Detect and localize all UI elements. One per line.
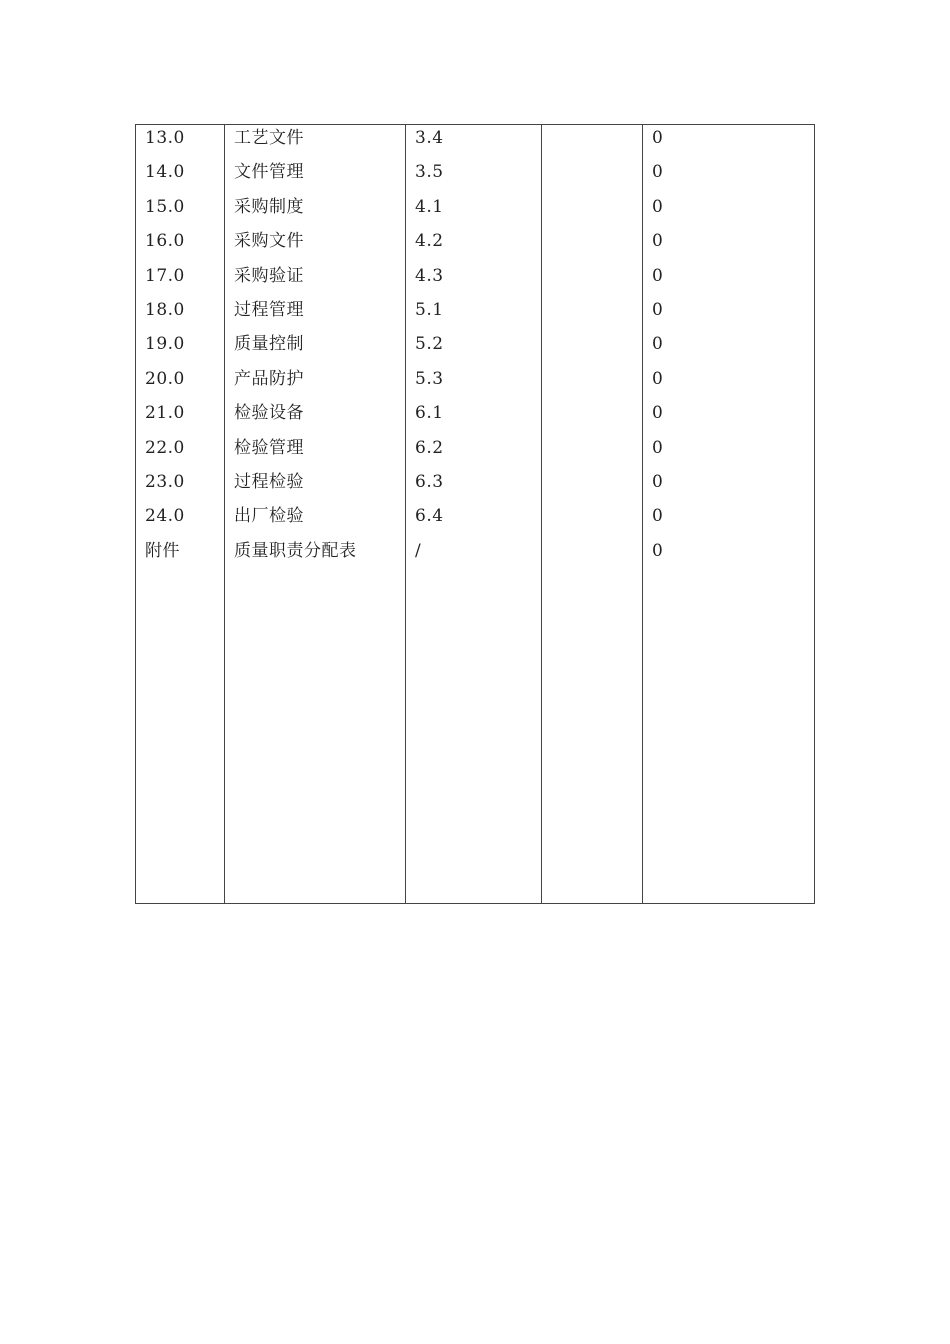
cell-title: 采购文件 (234, 231, 304, 252)
cell-revision: 0 (652, 506, 664, 527)
cell-number: 13.0 (145, 128, 185, 148)
cell-number: 24.0 (145, 506, 185, 527)
cell-clause: 6.2 (415, 437, 444, 458)
cell-title: 质量职责分配表 (234, 540, 357, 561)
cell-clause: 5.3 (415, 368, 444, 389)
cell-number: 19.0 (145, 334, 185, 355)
cell-revision: 0 (652, 231, 664, 252)
cell-clause: 6.4 (415, 506, 444, 527)
cell-title: 产品防护 (234, 368, 304, 389)
column-number (136, 125, 224, 903)
cell-revision: 0 (652, 265, 664, 286)
cell-revision: 0 (652, 472, 664, 492)
document-table (135, 124, 815, 904)
cell-number: 14.0 (145, 162, 185, 183)
cell-clause: 4.1 (415, 196, 444, 217)
cell-clause: 5.2 (415, 334, 444, 355)
cell-title: 检验设备 (234, 403, 304, 424)
column-revision (642, 125, 814, 903)
cell-clause: 3.5 (415, 162, 444, 183)
cell-number: 17.0 (145, 265, 185, 286)
cell-clause: 5.1 (415, 300, 444, 320)
cell-number: 18.0 (145, 300, 185, 320)
cell-number: 15.0 (145, 196, 185, 217)
cell-clause: 3.4 (415, 128, 444, 148)
cell-clause: / (415, 540, 422, 561)
cell-revision: 0 (652, 334, 664, 355)
cell-title: 检验管理 (234, 437, 304, 458)
cell-number: 附件 (145, 540, 180, 561)
cell-clause: 6.1 (415, 403, 444, 424)
cell-title: 过程管理 (234, 300, 304, 320)
cell-title: 过程检验 (234, 472, 304, 492)
cell-title: 出厂检验 (234, 506, 304, 527)
cell-clause: 4.3 (415, 265, 444, 286)
cell-number: 22.0 (145, 437, 185, 458)
cell-revision: 0 (652, 403, 664, 424)
cell-title: 采购制度 (234, 196, 304, 217)
cell-revision: 0 (652, 368, 664, 389)
cell-revision: 0 (652, 196, 664, 217)
cell-number: 16.0 (145, 231, 185, 252)
cell-number: 20.0 (145, 368, 185, 389)
cell-clause: 6.3 (415, 472, 444, 492)
cell-number: 23.0 (145, 472, 185, 492)
cell-clause: 4.2 (415, 231, 444, 252)
cell-revision: 0 (652, 540, 664, 561)
cell-number: 21.0 (145, 403, 185, 424)
column-clause (405, 125, 541, 903)
cell-revision: 0 (652, 300, 664, 320)
cell-revision: 0 (652, 162, 664, 183)
cell-revision: 0 (652, 128, 664, 148)
column-title (224, 125, 405, 903)
cell-title: 工艺文件 (234, 128, 304, 148)
cell-title: 质量控制 (234, 334, 304, 355)
cell-revision: 0 (652, 437, 664, 458)
cell-title: 采购验证 (234, 265, 304, 286)
cell-title: 文件管理 (234, 162, 304, 183)
column-note (541, 125, 642, 903)
